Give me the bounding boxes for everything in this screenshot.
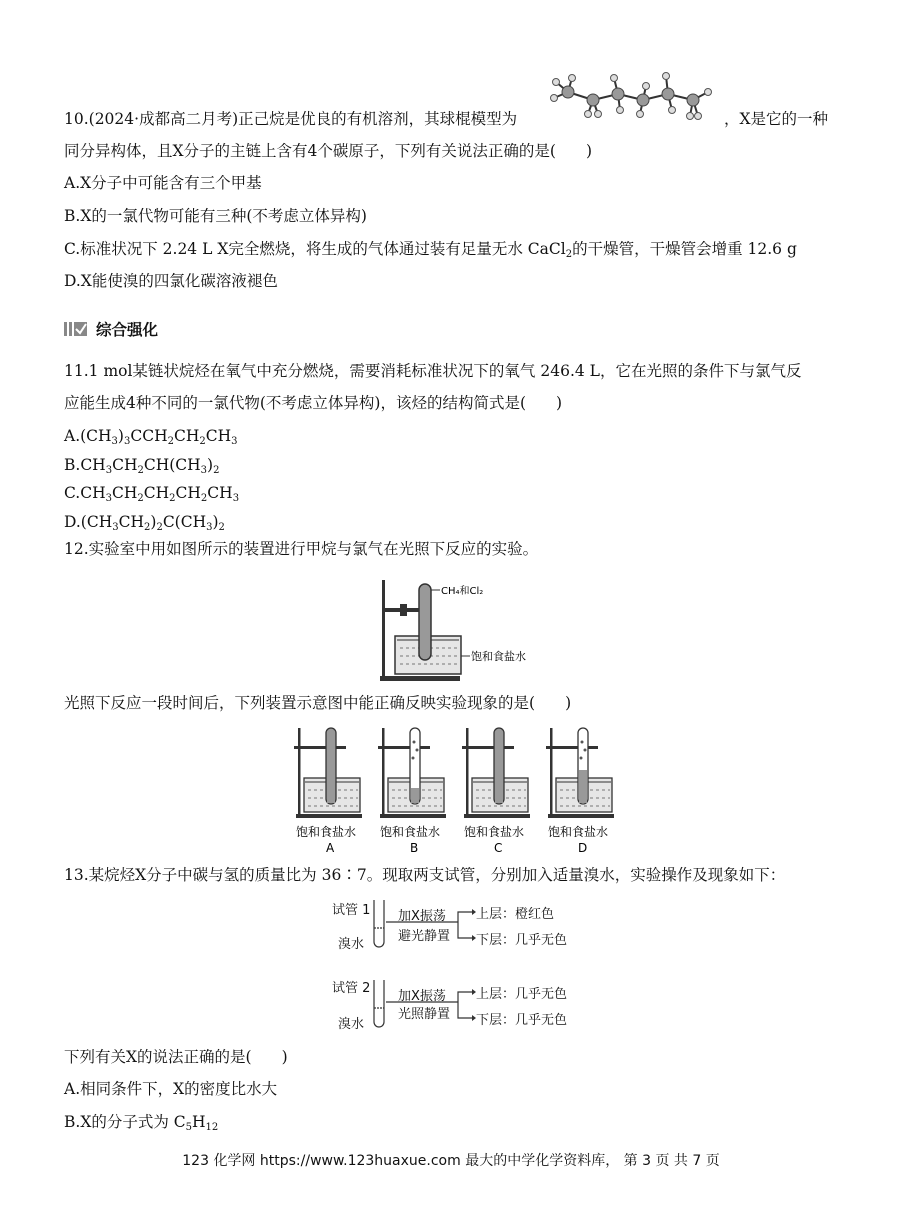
formula-subscript: 3 (105, 493, 112, 504)
formula-text: CH (112, 456, 138, 474)
q11-option-b (64, 454, 219, 476)
tube1-upper: 上层：橙红色 (476, 907, 555, 922)
formula-subscript: 3 (232, 493, 240, 504)
formula-subscript: 3 (111, 436, 118, 447)
q12-stem-line2: 光照下反应一段时间后，下列装置示意图中能正确反映实验现象的是( ) (64, 694, 572, 712)
formula-text: CH (175, 484, 201, 502)
q13-option-b: B.X的分子式为 $C_5H_{12}$ (64, 1113, 219, 1133)
formula-subscript: 3 (206, 522, 213, 533)
q13-option-a: A.相同条件下，X的密度比水大 (64, 1080, 278, 1098)
q12-option-letter: A (326, 841, 335, 855)
q13-stem-line2: 下列有关X的说法正确的是( ) (64, 1048, 288, 1066)
formula-subscript: 2 (156, 522, 163, 533)
q12-option-letter: D (578, 841, 588, 855)
formula-text: ) (150, 513, 157, 531)
hexane-ball-stick-model (548, 68, 720, 126)
q12-option-d-apparatus (546, 728, 614, 855)
tube1-lower: 下层：几乎无色 (476, 933, 568, 948)
q12-option-letter: B (410, 841, 419, 855)
tube1-reagent: 溴水 (338, 937, 365, 952)
q12-option-a-apparatus (294, 728, 362, 855)
formula-subscript: 2 (169, 493, 176, 504)
q11-stem-line2: 应能生成4种不同的一氯代物(不考虑立体异构)，该烃的结构简式是( ) (64, 394, 563, 412)
formula-subscript: 2 (218, 522, 225, 533)
q12-option-apparatus-set (290, 724, 630, 858)
formula-text: CH (143, 484, 170, 502)
q12-option-b-apparatus (378, 728, 446, 855)
formula-subscript: 2 (199, 436, 206, 447)
tube2-op1: 加X振荡 (398, 989, 446, 1004)
tube2-name: 试管 2 (332, 981, 371, 996)
formula-subscript: 2 (137, 493, 144, 504)
section-title: 综合强化 (96, 321, 159, 339)
formula-text: CH (118, 513, 144, 531)
q10-option-c: C.标准状况下 2.24 L X完全燃烧，将生成的气体通过装有足量无水 CaCl$_2$的干燥管，干燥管会增重 12.6 g (64, 240, 797, 260)
formula-subscript: 3 (231, 436, 238, 447)
q10-stem-line1: 10.(2024·成都高二月考)正己烷是优良的有机溶剂，其球棍模型为 (64, 110, 518, 128)
q12-stem-line1: 12.实验室中用如图所示的装置进行甲烷与氯气在光照下反应的实验。 (64, 540, 539, 558)
formula-subscript: 3 (112, 522, 119, 533)
q11-stem-line1: 11.1 mol某链状烷烃在氧气中充分燃烧，需要消耗标准状况下的氧气 246.4 L，它在光照的条件下与氯气反 (64, 362, 802, 380)
q12-option-c-apparatus (462, 728, 530, 855)
formula-text: A.(CH (64, 427, 112, 445)
q13-stem-line1: 13.某烷烃X分子中碳与氢的质量比为 36∶7。现取两支试管，分别加入适量溴水，实验操作及现象如下： (64, 866, 786, 884)
q12-options-figure (290, 724, 630, 858)
formula-text: CH (112, 484, 138, 502)
tube2-lower: 下层：几乎无色 (476, 1013, 568, 1028)
formula-text: CH (173, 427, 200, 445)
q12-option-letter: C (494, 841, 503, 855)
formula-subscript: 2 (144, 522, 151, 533)
tube1-op1: 加X振荡 (398, 909, 446, 924)
formula-text: ) (212, 513, 219, 531)
formula-text: B.CH (64, 456, 106, 474)
q12-option-caption: 饱和食盐水 (296, 825, 357, 839)
tube2-upper: 上层：几乎无色 (476, 987, 568, 1002)
section-header (64, 318, 158, 340)
formula-subscript: 2 (137, 465, 144, 476)
formula-text: CH(CH (143, 456, 201, 474)
q10-stem-line2: 同分异构体，且X分子的主链上含有4个碳原子，下列有关说法正确的是( ) (64, 142, 593, 160)
formula-text: C(CH (162, 513, 207, 531)
q12-option-caption: 饱和食盐水 (548, 825, 609, 839)
tube1-name: 试管 1 (332, 903, 371, 918)
q11-option-d (64, 511, 225, 533)
q11-option-c (64, 482, 239, 504)
page-footer: 123 化学网 https://www.123huaxue.com 最大的中学化学资料库， 第 3 页 共 7 页 (182, 1153, 720, 1169)
formula-text: CCH (130, 427, 168, 445)
q10-option-d: D.X能使溴的四氯化碳溶液褪色 (64, 272, 278, 290)
q12-option-caption: 饱和食盐水 (464, 825, 525, 839)
formula-text: C.CH (64, 484, 106, 502)
check-box-icon (64, 321, 88, 337)
gas-label: CH₄和Cl₂ (441, 586, 484, 597)
q11-option-a (64, 425, 238, 447)
tube1-op2: 避光静置 (398, 929, 451, 944)
formula-subscript: 2 (167, 436, 174, 447)
formula-subscript: 3 (123, 436, 131, 447)
q10-option-a: A.X分子中可能含有三个甲基 (64, 174, 262, 192)
q12-option-caption: 饱和食盐水 (380, 825, 441, 839)
formula-text: ) (207, 456, 214, 474)
formula-subscript: 3 (200, 465, 208, 476)
formula-text: D.(CH (64, 513, 113, 531)
formula-subscript: 2 (200, 493, 208, 504)
formula-subscript: 3 (105, 465, 113, 476)
tube2-reagent: 溴水 (338, 1017, 365, 1032)
formula-text: CH (205, 427, 232, 445)
q13-test-tube-diagram (328, 898, 588, 1038)
tube2-op2: 光照静置 (398, 1007, 451, 1022)
formula-subscript: 2 (213, 465, 220, 476)
q10-stem-line1-end: ，X是它的一种 (724, 110, 829, 128)
formula-text: ) (117, 427, 124, 445)
water-label: 饱和食盐水 (471, 650, 526, 663)
formula-text: CH (207, 484, 233, 502)
q10-option-b: B.X的一氯代物可能有三种(不考虑立体异构) (64, 207, 367, 225)
q12-apparatus-figure (370, 576, 540, 684)
